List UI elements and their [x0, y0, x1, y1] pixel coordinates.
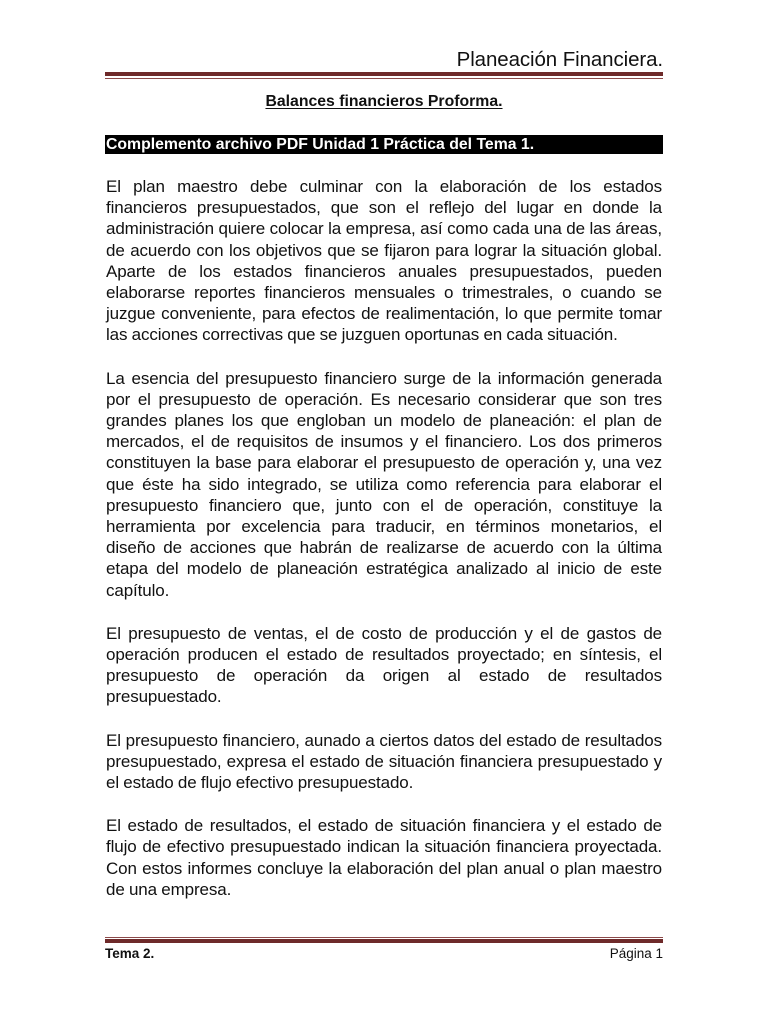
paragraph-1: El plan maestro debe culminar con la elaboración de los estados financieros presupuestados, que son el reflejo del lugar en donde la administración quiere colocar la empresa, así como cada una de las áreas, de acuerdo con los objetivos que se fijaron para lograr la situación global. Aparte de los estados financieros anuales presupuestados, pueden elaborarse reportes financieros mensuales o trimestrales, o cuando se juzgue conveniente, para efectos de realimentación, lo que permite tomar las acciones correctivas que se juzguen oportunas en cada situación. [106, 177, 662, 345]
footer-page-number: Página 1 [609, 946, 663, 961]
footer-rule-thick [105, 939, 663, 943]
header-title: Planeación Financiera. [456, 48, 663, 71]
paragraph-4: El presupuesto financiero, aunado a ciertos datos del estado de resultados presupuestado, expresa el estado de situación financiera presupuestado y el estado de flujo efectivo presupuestado. [106, 730, 662, 793]
footer-topic: Tema 2. [105, 946, 155, 961]
footer-rule-thin [105, 937, 663, 938]
section-banner: Complemento archivo PDF Unidad 1 Práctica del Tema 1. [105, 135, 663, 154]
paragraph-2: La esencia del presupuesto financiero surge de la información generada por el presupuesto de operación. Es necesario considerar que son tres grandes planes los que engloban un modelo de planeación: el plan de mercados, el de requisitos de insumos y el financiero. Los dos primeros constituyen la base para elaborar el presupuesto de operación y, una vez que éste ha sido integrado, se utiliza como referencia para elaborar el presupuesto financiero que, junto con el de operación, constituye la herramienta por excelencia para traducir, en términos monetarios, el diseño de acciones que habrán de realizarse de acuerdo con la última etapa del modelo de planeación estratégica analizado al inicio de este capítulo. [106, 368, 662, 600]
body-text [106, 176, 662, 922]
paragraph-5: El estado de resultados, el estado de situación financiera y el estado de flujo de efectivo presupuestado indican la situación financiera proyectada. Con estos informes concluye la elaboración del plan anual o plan maestro de una empresa. [106, 816, 662, 899]
document-subtitle: Balances financieros Proforma. [265, 93, 503, 110]
paragraph-3: El presupuesto de ventas, el de costo de producción y el de gastos de operación producen el estado de resultados proyectado; en síntesis, el presupuesto de operación da origen al estado de resultados presupuestado. [106, 623, 662, 707]
header-rule-thin [105, 78, 663, 79]
header-rule-thick [105, 72, 663, 76]
